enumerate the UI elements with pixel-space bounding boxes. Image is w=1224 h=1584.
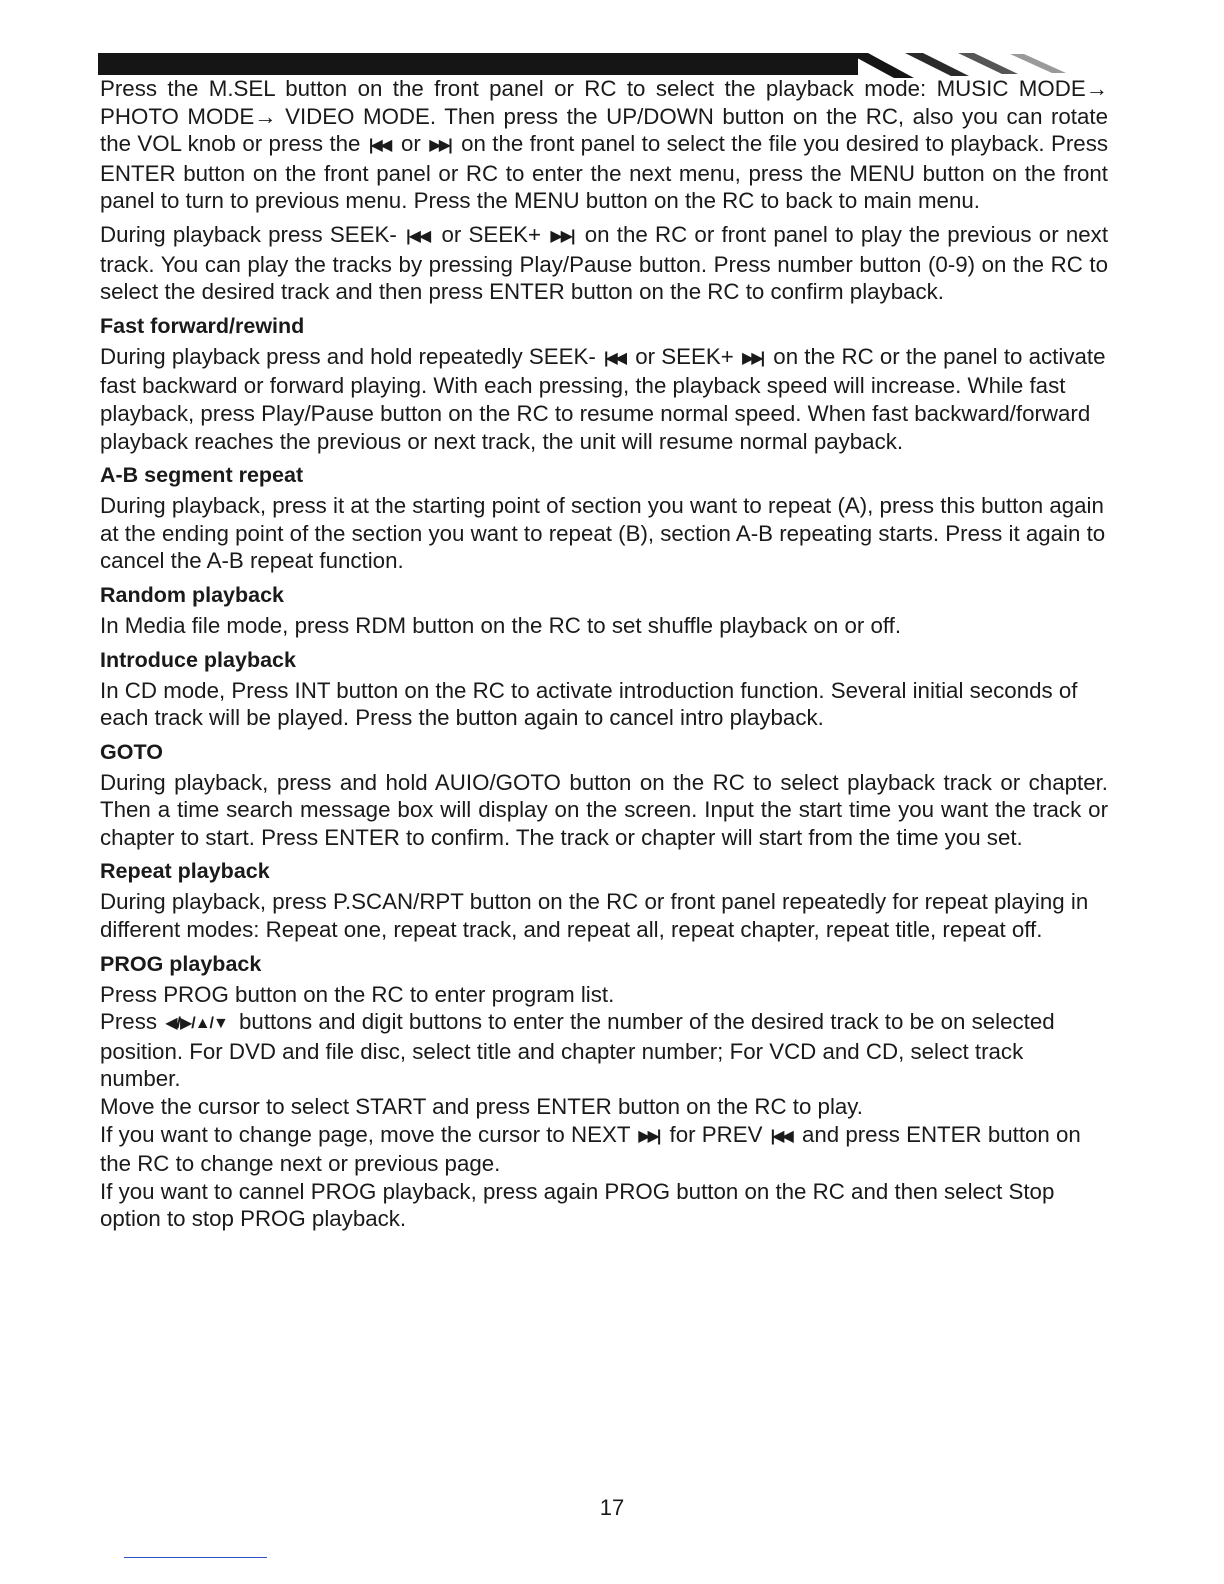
intro-text-3: VIDEO MODE. Then press the UP/DOWN button on the RC, also you can rotate the VOL knob or press the bbox=[100, 103, 1108, 157]
random-paragraph: In Media file mode, press RDM button on the RC to set shuffle playback on or off. bbox=[100, 612, 902, 638]
page-number: 17 bbox=[599, 1495, 625, 1520]
section-heading-repeat: Repeat playback bbox=[100, 859, 270, 884]
section-heading-random: Random playback bbox=[100, 582, 284, 607]
chevron-decoration-4 bbox=[1010, 46, 1066, 78]
direction-arrows-icon: ◀/▶/▲/▼ bbox=[165, 1015, 228, 1033]
fast-forward-paragraph bbox=[100, 343, 1108, 455]
introduce-paragraph: In CD mode, Press INT button on the RC to activate introduction function. Several initial seconds of each track will be played. Press the button again to cancel intro playback. bbox=[100, 677, 1078, 731]
arrow-icon: → bbox=[254, 103, 277, 129]
ab-repeat-paragraph: During playback, press it at the starting point of section you want to repeat (A), press this button again at the ending point of the section you want to repeat (B), section A-B repeating starts. Press it again to cancel the A-B repeat function. bbox=[100, 493, 1106, 574]
prog-line-2 bbox=[100, 1008, 1108, 1093]
chevron-decoration-3 bbox=[958, 46, 1018, 78]
seek-text-2: or SEEK+ bbox=[434, 221, 549, 247]
prog-line-3: Move the cursor to select START and press ENTER button on the RC to play. bbox=[100, 1094, 863, 1120]
prog-text-4a: If you want to change page, move the cursor to NEXT bbox=[100, 1121, 637, 1147]
intro-text-4: on the front panel to select the file you desired to playback. Press ENTER button on the front panel or RC to enter the next menu, press the MENU button on the front panel to turn to previous menu. Press the MENU button on the RC to back to main menu. bbox=[100, 131, 1109, 214]
next-track-icon: ▶▶| bbox=[550, 227, 573, 245]
header-bar bbox=[98, 53, 858, 75]
prog-text-press: Press bbox=[100, 1009, 164, 1035]
ff-text-3: on the RC or the panel to activate fast backward or forward playing. With each pressing, the playback speed will increase. While fast playback, press Play/Pause button on the RC to resume normal speed. When fast backward/forward playback reaches the previous or next track, the unit will resume normal payback. bbox=[100, 343, 1106, 454]
section-heading-introduce: Introduce playback bbox=[100, 647, 296, 672]
goto-paragraph: During playback, press and hold AUIO/GOTO button on the RC to select playback track or chapter. Then a time search message box will display on the screen. Input the start time you want the track or chapter to start. Press ENTER to confirm. The track or chapter will start from the time you set. bbox=[100, 769, 1108, 850]
ff-text-2: or SEEK+ bbox=[629, 343, 734, 369]
prog-text-4b: for PREV bbox=[663, 1121, 769, 1147]
intro-paragraph bbox=[100, 75, 1108, 215]
intro-text-or: or bbox=[394, 131, 428, 157]
intro-text-2: PHOTO MODE bbox=[100, 103, 255, 129]
seek-text-1: During playback press SEEK- bbox=[100, 221, 405, 247]
intro-text-1: Press the M.SEL button on the front panel or RC to select the playback mode: MUSIC MODE bbox=[100, 76, 1086, 101]
next-track-icon: ▶▶| bbox=[429, 137, 450, 155]
prog-line-5: If you want to cannel PROG playback, press again PROG button on the RC and then select Stop option to stop PROG playback. bbox=[100, 1178, 1055, 1232]
section-heading-prog: PROG playback bbox=[100, 951, 262, 976]
section-heading-ab-repeat: A-B segment repeat bbox=[100, 463, 304, 488]
repeat-paragraph: During playback, press P.SCAN/RPT button on the RC or front panel repeatedly for repeat playing in different modes: Repeat one, repeat track, and repeat all, repeat chapter, repeat title, repeat off. bbox=[100, 889, 1089, 943]
prog-text-4c: and press ENTER button on the RC to change next or previous page. bbox=[100, 1121, 1081, 1177]
manual-content bbox=[100, 75, 1108, 1233]
seek-text-3: on the RC or front panel to play the previous or next track. You can play the tracks by pressing Play/Pause button. Press number button (0-9) on the RC to select the desired track and then press ENTER button on the RC to confirm playback. bbox=[100, 221, 1109, 305]
previous-track-icon: |◀◀ bbox=[770, 1127, 791, 1145]
previous-track-icon: |◀◀ bbox=[406, 227, 430, 245]
prog-line-4 bbox=[100, 1121, 1108, 1178]
section-heading-goto: GOTO bbox=[100, 739, 163, 764]
previous-track-icon: |◀◀ bbox=[368, 137, 390, 155]
prog-text-2: buttons and digit buttons to enter the number of the desired track to be on selected position. For DVD and file disc, select title and chapter number; For VCD and CD, select track number. bbox=[100, 1009, 1055, 1092]
next-track-icon: ▶▶| bbox=[638, 1127, 659, 1145]
ff-text-1: During playback press and hold repeatedly SEEK- bbox=[100, 343, 602, 369]
footer-line bbox=[124, 1557, 267, 1558]
next-track-icon: ▶▶| bbox=[742, 349, 763, 367]
seek-paragraph bbox=[100, 221, 1108, 306]
section-heading-fast-forward: Fast forward/rewind bbox=[100, 313, 305, 338]
prog-line-1: Press PROG button on the RC to enter program list. bbox=[100, 981, 615, 1007]
previous-track-icon: |◀◀ bbox=[603, 349, 625, 367]
arrow-icon: → bbox=[1085, 76, 1108, 101]
